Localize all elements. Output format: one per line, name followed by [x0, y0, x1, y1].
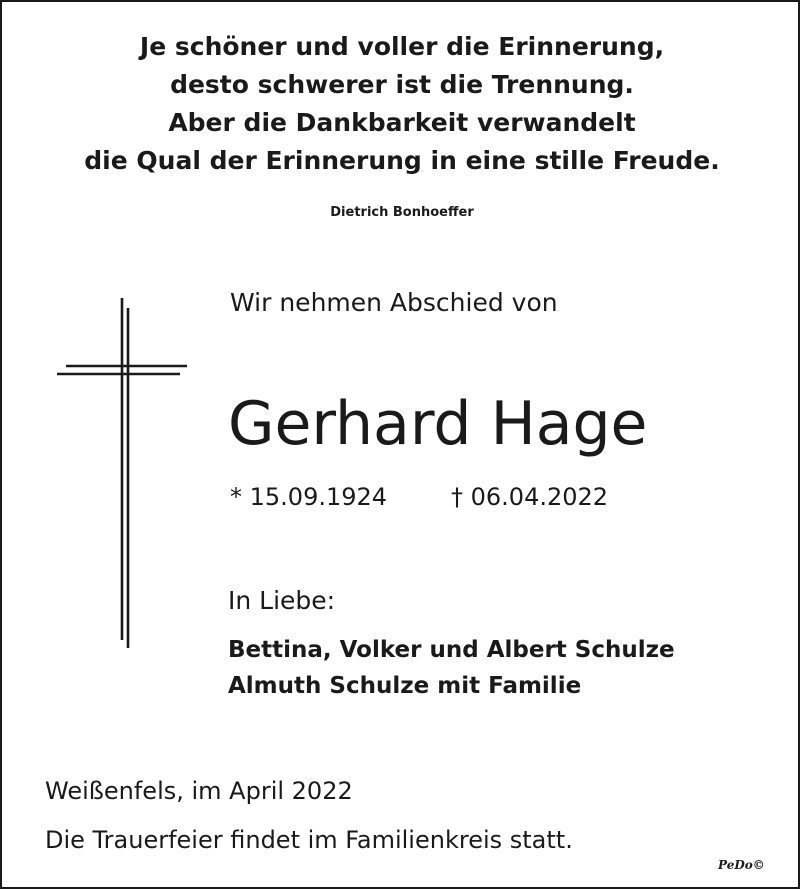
quote-line: Je schöner und voller die Erinnerung, [139, 32, 665, 61]
place-date: Weißenfels, im April 2022 [45, 777, 353, 805]
quote-line: desto schwerer ist die Trennung. [170, 70, 634, 99]
birth-date: * 15.09.1924 [230, 483, 388, 511]
designer-signature: PeDo© [718, 858, 765, 872]
mourner-line: Almuth Schulze mit Familie [228, 673, 582, 699]
mourner-line: Bettina, Volker und Albert Schulze [228, 637, 675, 663]
cross-icon [52, 298, 192, 650]
farewell-intro: Wir nehmen Abschied von [230, 288, 558, 317]
ceremony-note: Die Trauerfeier findet im Familienkreis statt. [45, 826, 573, 854]
love-label: In Liebe: [228, 586, 336, 615]
quote-block [2, 28, 800, 180]
mourners-list [228, 632, 675, 704]
deceased-name: Gerhard Hage [228, 389, 648, 459]
death-date: † 06.04.2022 [451, 483, 609, 511]
quote-author: Dietrich Bonhoeffer [330, 205, 474, 220]
quote-line: Aber die Dankbarkeit verwandelt [168, 108, 636, 137]
quote-line: die Qual der Erinnerung in eine stille Freude. [84, 146, 720, 175]
